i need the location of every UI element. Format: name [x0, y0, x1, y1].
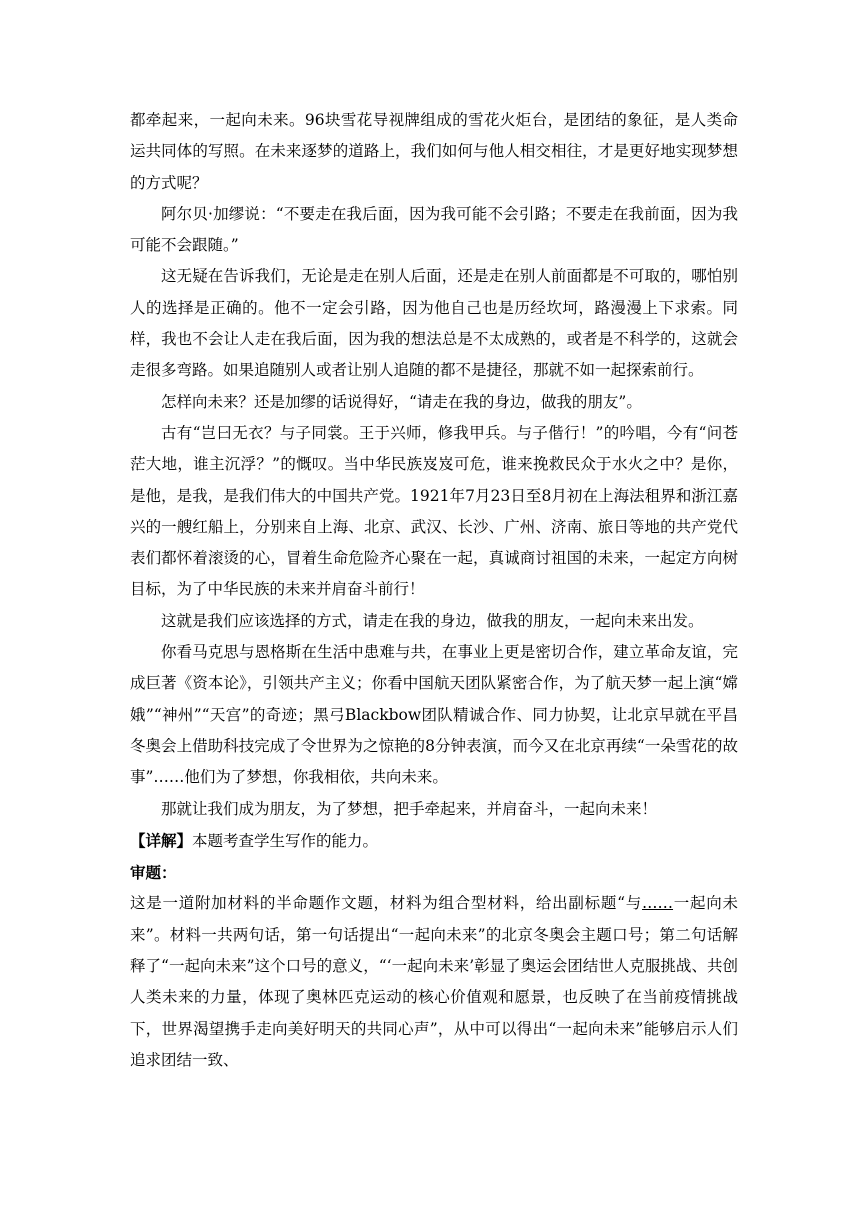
essay-paragraph-6: 这就是我们应该选择的方式，请走在我的身边，做我的朋友，一起向未来出发。: [161, 611, 704, 630]
essay-paragraph-7: 你看马克思与恩格斯在生活中患难与共，在事业上更是密切合作，建立革命友谊，完成巨著《资本论》，引领共产主义；你看中国航天团队紧密合作，为了航天梦一起上演“嫦娥”“神州”“天宫”的奇迹；黑弓Blackbow团队精诚合作、同力协契，让北京早就在平昌冬奥会上借助科技完成了令世界为之惊艳的8分钟表演，而今又在北京再续“一朵雪花的故事”……他们为了梦想，你我相依，共向未来。: [130, 643, 738, 787]
review-underlined-ellipsis: ……: [642, 894, 674, 913]
review-heading: 审题：: [130, 863, 177, 883]
essay-paragraph-4: 怎样向未来？还是加缪的话说得好，“请走在我的身边，做我的朋友”。: [161, 392, 642, 411]
review-text-rest: 一起向未来”。材料一共两句话，第一句话提出“一起向未来”的北京冬奥会主题口号；第二句话解释了“一起向未来”这个口号的意义，“‘一起向未来’彰显了奥运会团结世人克服挑战、共创人类未来的力量，体现了奥林匹克运动的核心价值观和愿景，也反映了在当前疫情挑战下，世界渴望携手走向美好明天的共同心声”，从中可以得出“一起向未来”能够启示人们追求团结一致、: [130, 894, 738, 1069]
essay-body: [130, 105, 738, 825]
essay-paragraph-3: 这无疑在告诉我们，无论是走在别人后面，还是走在别人前面都是不可取的，哪怕别人的选择是正确的。他不一定会引路，因为他自己也是历经坎坷，路漫漫上下求索。同样，我也不会让人走在我后面，因为我的想法总是不太成熟的，或者是不科学的，这就会走很多弯路。如果追随别人或者让别人追随的都不是捷径，那就不如一起探索前行。: [130, 267, 738, 380]
detail-line: [130, 825, 738, 857]
essay-paragraph-1: 都牵起来，一起向未来。96块雪花导视牌组成的雪花火炬台，是团结的象征，是人类命运共同体的写照。在未来逐梦的道路上，我们如何与他人相交相往，才是更好地实现梦想的方式呢？: [130, 111, 738, 192]
detail-label: 【详解】: [130, 830, 193, 850]
review-paragraph: [130, 888, 738, 1076]
essay-paragraph-5: 古有“岂曰无衣？与子同裳。王于兴师，修我甲兵。与子偕行！”的吟唱，今有“问苍茫大地，谁主沉浮？”的慨叹。当中华民族岌岌可危，谁来挽救民众于水火之中？是你，是他，是我，是我们伟大的中国共产党。1921年7月23日至8月初在上海法租界和浙江嘉兴的一艘红船上，分别来自上海、北京、武汉、长沙、广州、济南、旅日等地的共产党代表们都怀着滚烫的心，冒着生命危险齐心聚在一起，真诚商讨祖国的未来，一起定方向树目标，为了中华民族的未来并肩奋斗前行！: [130, 423, 738, 599]
essay-paragraph-2: 阿尔贝·加缪说：“不要走在我后面，因为我可能不会引路；不要走在我前面，因为我可能不会跟随。”: [130, 204, 738, 255]
detail-text: 本题考查学生写作的能力。: [192, 831, 379, 850]
essay-paragraph-8: 那就让我们成为朋友，为了梦想，把手牵起来，并肩奋斗，一起向未来！: [161, 799, 658, 818]
review-text-start: 这是一道附加材料的半命题作文题，材料为组合型材料，给出副标题“与: [130, 894, 643, 913]
